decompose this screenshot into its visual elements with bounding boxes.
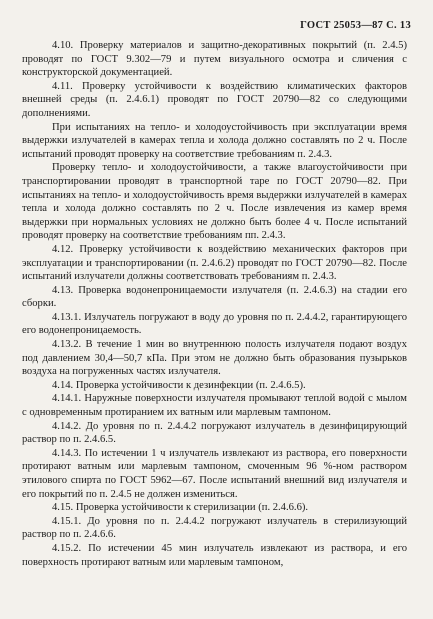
- paragraph: 4.11. Проверку устойчивости к воздействию климатических факторов внешней среды (п. 2.4.6.1) проводят по ГОСТ 20790—82 со следующими дополнениями.: [22, 80, 407, 119]
- paragraph: 4.14. Проверка устойчивости к дезинфекции (п. 2.4.6.5).: [52, 379, 306, 391]
- paragraph: 4.15.2. По истечении 45 мин излучатель извлекают из раствора, и его поверхность протирают ватным или марлевым тампоном,: [22, 542, 407, 568]
- paragraph: 4.15. Проверка устойчивости к стерилизации (п. 2.4.6.6).: [52, 502, 309, 514]
- paragraph: 4.14.1. Наружные поверхности излучателя промывают теплой водой с мылом с одновременным протиранием их ватным или марлевым тампоном.: [22, 393, 407, 419]
- paragraph: Проверку тепло- и холодоустойчивости, а также влагоустойчивости при транспортировании проводят в транспортной таре по ГОСТ 20790—82. При испытаниях на тепло- и холодоустойчивость время выдержки излучателей в камерах тепла и холода должно составлять по 2 ч. После извлечения из камер время выдержки при нормальных условиях не должно быть более 4 ч. После испытаний проводят проверку на соответствие требованиям пп. 2.4.3.: [22, 162, 407, 242]
- page-header: ГОСТ 25053—87 С. 13: [300, 20, 411, 31]
- paragraph: 4.14.3. По истечении 1 ч излучатель извлекают из раствора, его поверхности протирают ватным или марлевым тампоном, смоченным 96 %-ном раствором этилового спирта по ГОСТ 5962—67. После испытаний внешний вид излучателя и его покрытий по п. 2.4.5 не должен измениться.: [22, 447, 407, 500]
- paragraph: 4.15.1. До уровня по п. 2.4.4.2 погружают излучатель в стерилизующий раствор по п. 2.4.6.6.: [22, 515, 407, 541]
- paragraph: 4.10. Проверку материалов и защитно-декоративных покрытий (п. 2.4.5) проводят по ГОСТ 9.302—79 и путем визуального осмотра и сличения с конструкторской документацией.: [22, 40, 407, 79]
- paragraph: 4.13.1. Излучатель погружают в воду до уровня по п. 2.4.4.2, гарантирующего его водонепроницаемость.: [22, 311, 407, 337]
- paragraph: 4.14.2. До уровня по п. 2.4.4.2 погружают излучатель в дезинфицирующий раствор по п. 2.4.6.5.: [22, 420, 407, 446]
- document-body: [22, 39, 407, 569]
- paragraph: При испытаниях на тепло- и холодоустойчивость при эксплуатации время выдержки излучателей в камерах тепла и холода должно составлять по 2 ч. После испытаний проводят проверку на соответствие требованиям п. 2.4.3.: [22, 121, 407, 160]
- paragraph: 4.13. Проверка водонепроницаемости излучателя (п. 2.4.6.3) на стадии его сборки.: [22, 284, 407, 310]
- paragraph: 4.12. Проверку устойчивости к воздействию механических факторов при эксплуатации и транспортировании (п. 2.4.6.2) проводят по ГОСТ 20790—82. После испытаний излучатели должны соответствовать требованиям п. 2.4.3.: [22, 243, 407, 283]
- paragraph: 4.13.2. В течение 1 мин во внутреннюю полость излучателя подают воздух под давлением 30,4—50,7 кПа. При этом не должно быть образования пузырьков воздуха на погруженных частях излучателя.: [22, 339, 407, 378]
